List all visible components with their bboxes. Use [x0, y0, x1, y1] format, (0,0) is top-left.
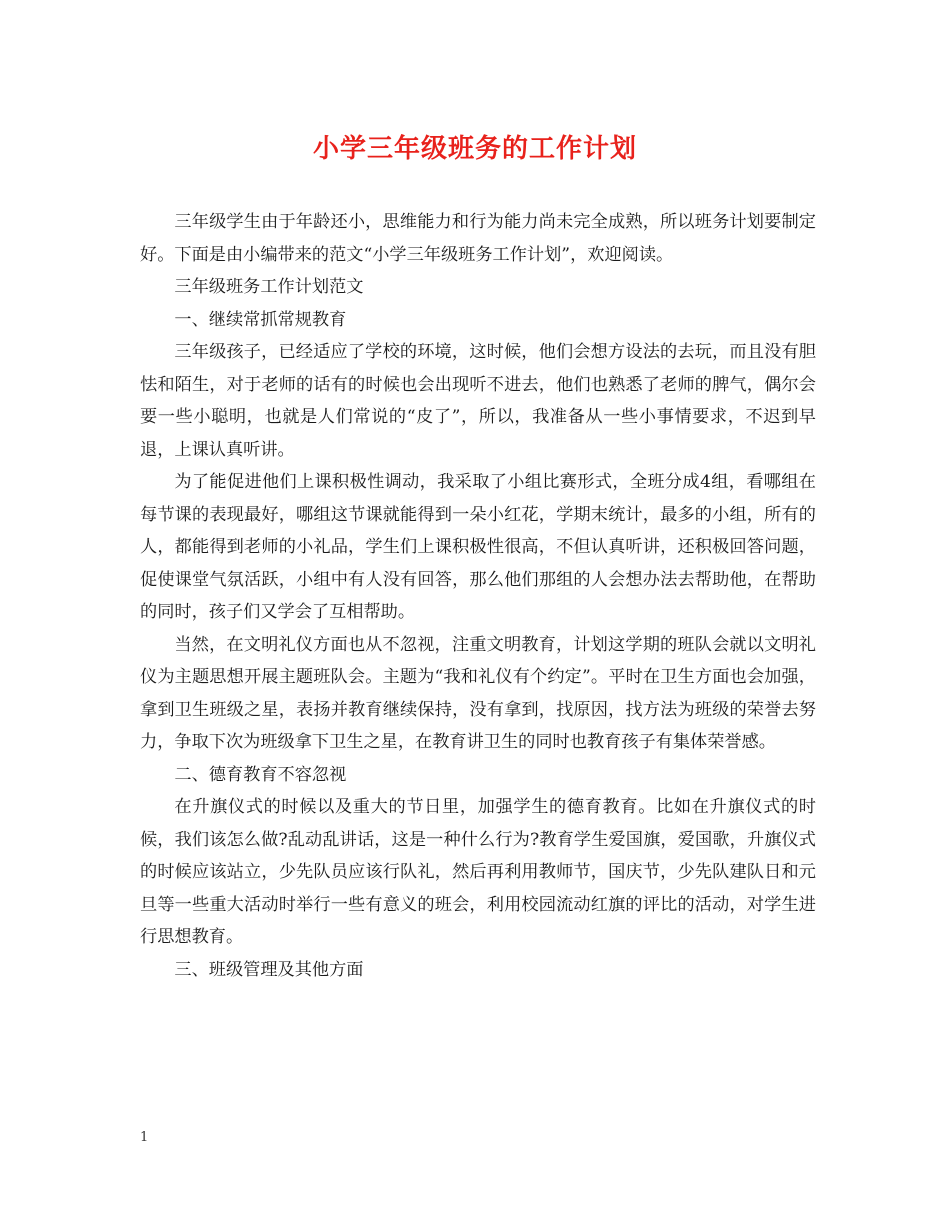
- document-body: [140, 206, 816, 986]
- paragraph: 为了能促进他们上课积极性调动，我采取了小组比赛形式，全班分成4组，看哪组在每节课的表现最好，哪组这节课就能得到一朵小红花，学期末统计，最多的小组，所有的人，都能得到老师的小礼品，学生们上课积极性很高，不但认真听讲，还积极回答问题，促使课堂气氛活跃，小组中有人没有回答，那么他们那组的人会想办法去帮助他，在帮助的同时，孩子们又学会了互相帮助。: [140, 472, 816, 622]
- paragraph: 三年级孩子，已经适应了学校的环境，这时候，他们会想方设法的去玩，而且没有胆怯和陌生，对于老师的话有的时候也会出现听不进去，他们也熟悉了老师的脾气，偶尔会要一些小聪明，也就是人们常说的“皮了”，所以，我准备从一些小事情要求，不迟到早退，上课认真听讲。: [140, 342, 816, 460]
- paragraph-heading-sample: 三年级班务工作计划范文: [174, 277, 364, 297]
- section-heading-2: 二、德育教育不容忽视: [174, 764, 347, 785]
- document-title: 小学三年级班务的工作计划: [312, 134, 637, 164]
- page-number: 1: [140, 1130, 149, 1145]
- section-heading-1: 一、继续常抓常规教育: [174, 309, 347, 330]
- paragraph: 当然，在文明礼仪方面也从不忽视，注重文明教育，计划这学期的班队会就以文明礼仪为主题思想开展主题班队会。主题为“我和礼仪有个约定”。平时在卫生方面也会加强，拿到卫生班级之星，表扬并教育继续保持，没有拿到，找原因，找方法为班级的荣誉去努力，争取下次为班级拿下卫生之星，在教育讲卫生的同时也教育孩子有集体荣誉感。: [140, 634, 816, 752]
- paragraph-intro: 三年级学生由于年龄还小，思维能力和行为能力尚未完全成熟，所以班务计划要制定好。下面是由小编带来的范文“小学三年级班务工作计划”，欢迎阅读。: [140, 212, 816, 265]
- section-heading-3: 三、班级管理及其他方面: [174, 959, 364, 980]
- paragraph: 在升旗仪式的时候以及重大的节日里，加强学生的德育教育。比如在升旗仪式的时候，我们该怎么做?乱动乱讲话，这是一种什么行为?教育学生爱国旗，爱国歌，升旗仪式的时候应该站立，少先队员应该行队礼，然后再利用教师节，国庆节，少先队建队日和元旦等一些重大活动时举行一些有意义的班会，利用校园流动红旗的评比的活动，对学生进行思想教育。: [140, 797, 816, 947]
